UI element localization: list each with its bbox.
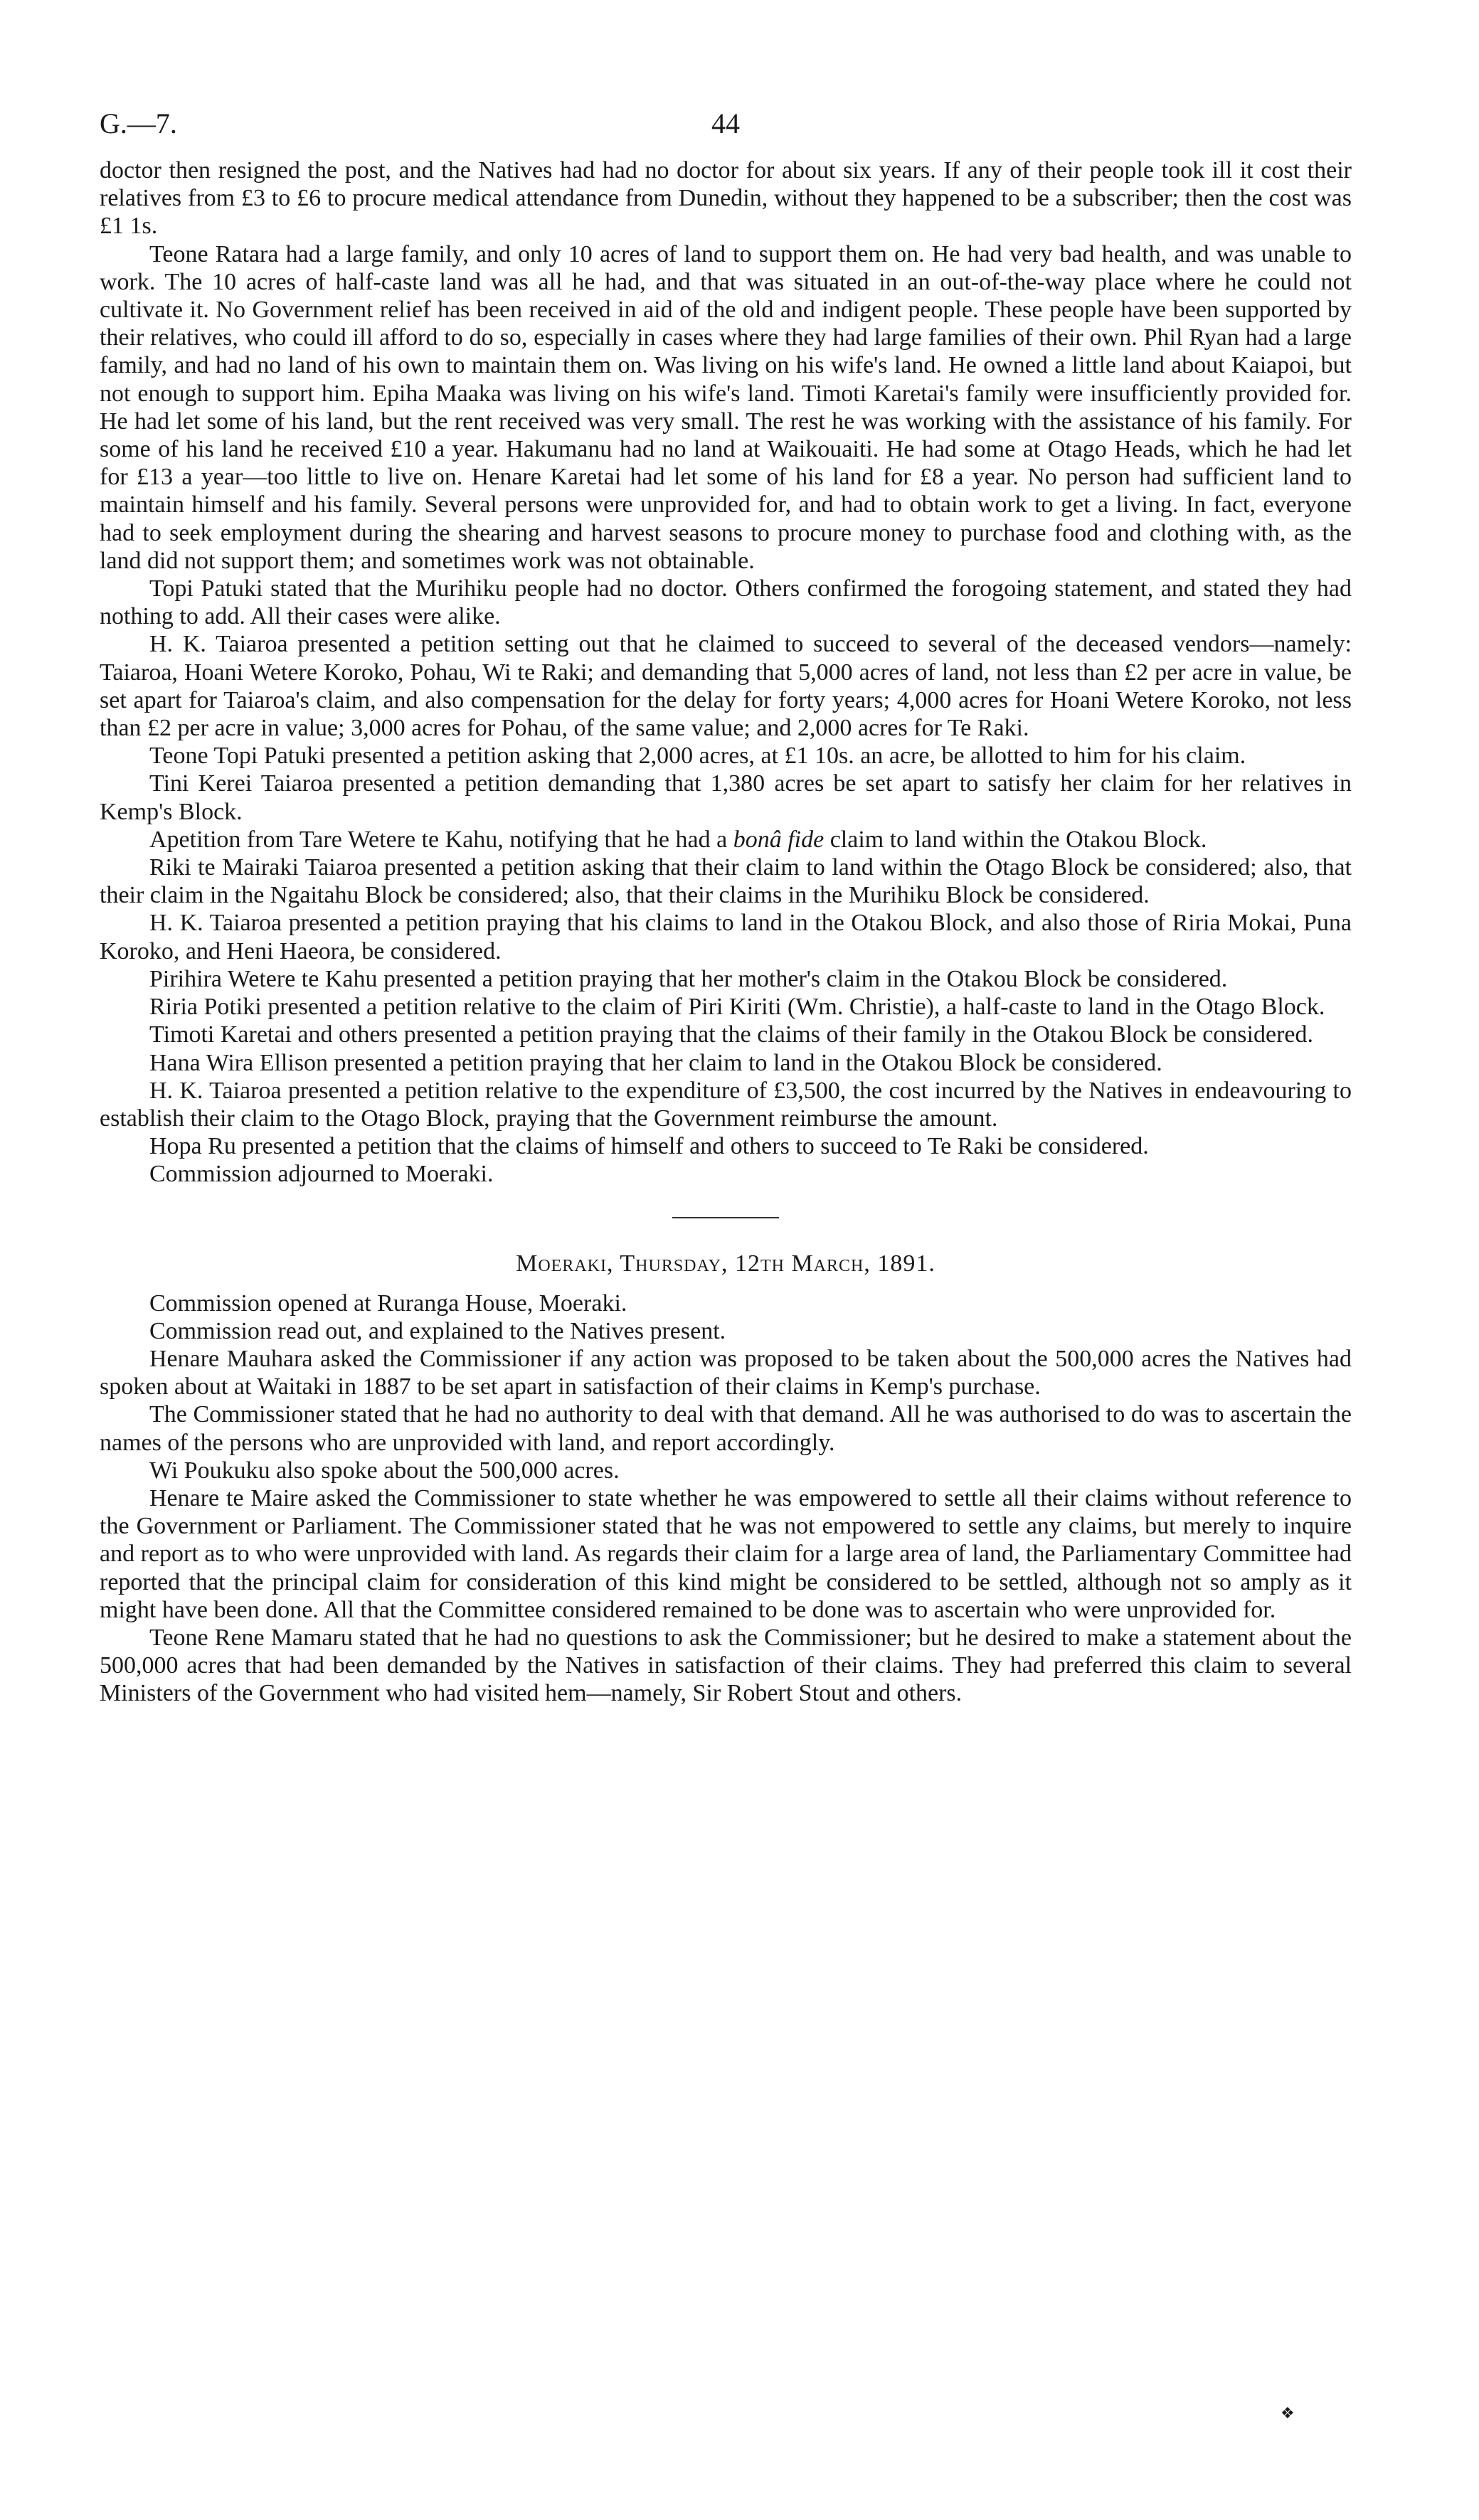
- paragraph: Pirihira Wetere te Kahu presented a petition praying that her mother's claim in the Otakou Block be considered.: [149, 965, 1228, 992]
- paragraph: Tini Kerei Taiaroa presented a petition demanding that 1,380 acres be set apart to satisfy her claim for her relatives in Kemp's Block.: [100, 770, 1352, 825]
- paragraph: Hana Wira Ellison presented a petition praying that her claim to land in the Otakou Block be considered.: [149, 1049, 1162, 1076]
- paragraph: H. K. Taiaroa presented a petition praying that his claims to land in the Otakou Block, and also those of Riria Mokai, Puna Koroko, and Heni Haeora, be considered.: [100, 910, 1352, 964]
- page-number: 44: [711, 107, 740, 139]
- page-header: [100, 100, 1352, 156]
- paragraph: H. K. Taiaroa presented a petition relative to the expenditure of £3,500, the cost incurred by the Natives in endeavouring to establish their claim to the Otago Block, praying that the Government reimburse the amount.: [100, 1077, 1352, 1132]
- paragraph: Commission read out, and explained to the Natives present.: [149, 1317, 726, 1344]
- paragraph: Teone Ratara had a large family, and only 10 acres of land to support them on. He had very bad health, and was unable to work. The 10 acres of half-caste land was all he had, and that was situated in an out-of-the-way place where he could not cultivate it. No Government relief has been received in aid of the old and indigent people. These people have been supported by their relatives, who could ill afford to do so, especially in cases where they had large families of their own. Phil Ryan had a large family, and had no land of his own to maintain them on. Was living on his wife's land. He owned a little land about Kaiapoi, but not enough to support him. Epiha Maaka was living on his wife's land. Timoti Karetai's family were insufficiently provided for. He had let some of his land, but the rent received was very small. The rest he was working with the assistance of his family. For some of his land he received £10 a year. Hakumanu had no land at Waikouaiti. He had some at Otago Heads, which he had let for £13 a year—too little to live on. Henare Karetai had let some of his land for £8 a year. No person had sufficient land to maintain himself and his family. Several persons were unprovided for, and had to obtain work to get a living. In fact, everyone had to seek employment during the shearing and harvest seasons to procure money to purchase food and clothing with, as the land did not support them; and sometimes work was not obtainable.: [100, 240, 1352, 574]
- paragraph: Topi Patuki stated that the Murihiku people had no doctor. Others confirmed the forogoing statement, and stated they had nothing to add. All their cases were alike.: [100, 575, 1352, 630]
- paragraph: Commission opened at Ruranga House, Moeraki.: [149, 1290, 627, 1317]
- paragraph: Hopa Ru presented a petition that the claims of himself and others to succeed to Te Raki be considered.: [149, 1133, 1149, 1160]
- paragraph-text: claim to land within the Otakou Block.: [824, 826, 1207, 853]
- document-page: [100, 100, 1352, 1708]
- paragraph: Teone Rene Mamaru stated that he had no questions to ask the Commissioner; but he desired to make a statement about the 500,000 acres that had been demanded by the Natives in satisfaction of their claims. They had preferred this claim to several Ministers of the Government who had visited hem—namely, Sir Robert Stout and others.: [100, 1624, 1352, 1707]
- section-divider: [672, 1217, 779, 1218]
- paragraph-text: Apetition from Tare Wetere te Kahu, notifying that he had a: [149, 826, 733, 853]
- paragraph: Riki te Mairaki Taiaroa presented a petition asking that their claim to land within the Otago Block be considered; also, that their claim in the Ngaitahu Block be considered; also, that their claims in the Murihiku Block be considered.: [100, 854, 1352, 909]
- paragraph-tare-petition: [100, 826, 1352, 854]
- section-heading: Moeraki, Thursday, 12th March, 1891.: [516, 1250, 935, 1277]
- document-reference: G.—7.: [100, 107, 177, 139]
- italic-text: bonâ fide: [733, 826, 825, 853]
- paragraph: doctor then resigned the post, and the Natives had had no doctor for about six years. If any of their people took ill it cost their relatives from £3 to £6 to procure medical attendance from Dunedin, without they happened to be a subscriber; then the cost was £1 1s.: [100, 157, 1352, 240]
- paragraph: Timoti Karetai and others presented a petition praying that the claims of their family in the Otakou Block be considered.: [149, 1021, 1313, 1048]
- print-mark: ❖: [1281, 2404, 1295, 2422]
- paragraph: Commission adjourned to Moeraki.: [149, 1161, 494, 1188]
- paragraph: Teone Topi Patuki presented a petition asking that 2,000 acres, at £1 10s. an acre, be allotted to him for his claim.: [149, 743, 1246, 770]
- paragraph: H. K. Taiaroa presented a petition setting out that he claimed to succeed to several of the deceased vendors—namely: Taiaroa, Hoani Wetere Koroko, Pohau, Wi te Raki; and demanding that 5,000 acres of land, not less than £2 per acre in value, be set apart for Taiaroa's claim, and also compensation for the delay for forty years; 4,000 acres for Hoani Wetere Koroko, not less than £2 per acre in value; 3,000 acres for Pohau, of the same value; and 2,000 acres for Te Raki.: [100, 631, 1352, 742]
- paragraph: The Commissioner stated that he had no authority to deal with that demand. All he was authorised to do was to ascertain the names of the persons who are unprovided with land, and report accordingly.: [100, 1401, 1352, 1456]
- paragraph: Henare Mauhara asked the Commissioner if any action was proposed to be taken about the 500,000 acres the Natives had spoken about at Waitaki in 1887 to be set apart in satisfaction of their claims in Kemp's purchase.: [100, 1345, 1352, 1400]
- paragraph: Henare te Maire asked the Commissioner to state whether he was empowered to settle all their claims without reference to the Government or Parliament. The Commissioner stated that he was not empowered to settle any claims, but merely to inquire and report as to who were unprovided with land. As regards their claim for a large area of land, the Parliamentary Committee had reported that the principal claim for consideration of this kind might be considered to be settled, although not so amply as it might have been done. All that the Committee considered remained to be done was to ascertain who were unprovided for.: [100, 1484, 1352, 1623]
- paragraph: Riria Potiki presented a petition relative to the claim of Piri Kiriti (Wm. Christie), a half-caste to land in the Otago Block.: [149, 994, 1325, 1021]
- paragraph: Wi Poukuku also spoke about the 500,000 acres.: [149, 1457, 620, 1484]
